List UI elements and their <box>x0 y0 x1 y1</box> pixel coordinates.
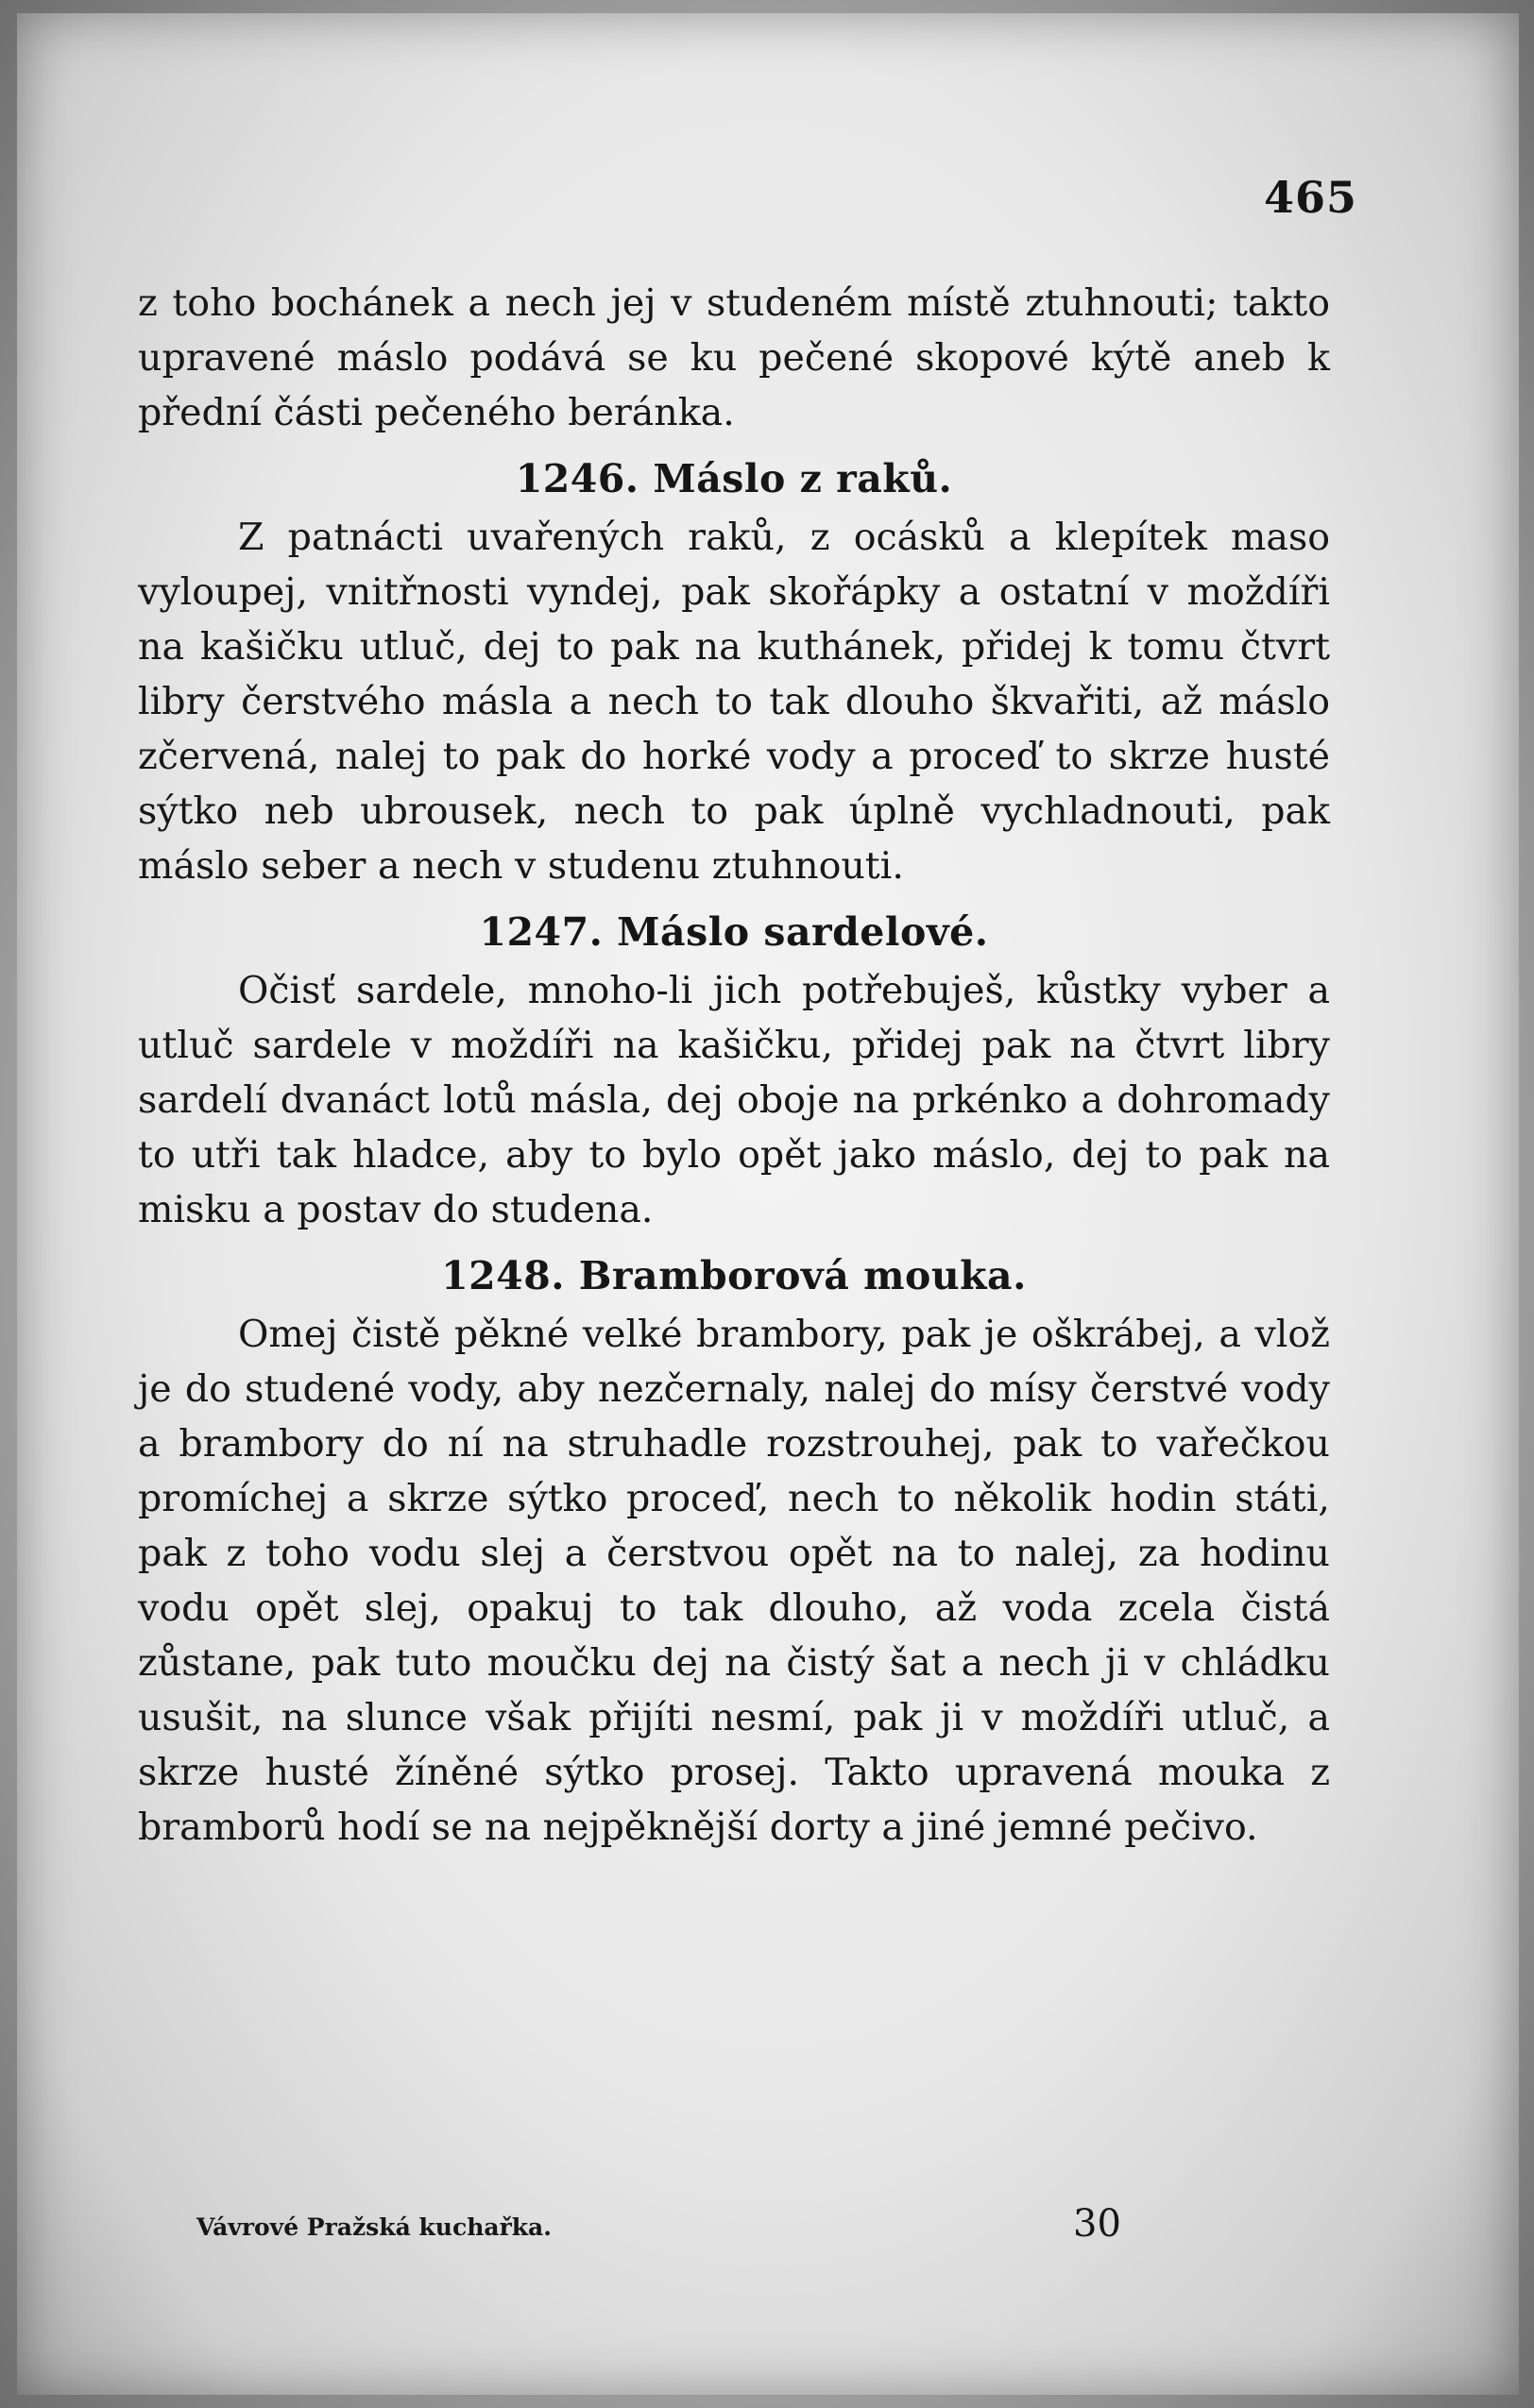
page-footer <box>196 2202 1141 2259</box>
page-text <box>138 276 1330 1855</box>
recipe-heading-1246: 1246. Máslo z raků. <box>515 456 953 501</box>
recipe-heading-1248: 1248. Bramborová mouka. <box>441 1253 1027 1298</box>
recipe-body-1248: Omej čistě pěkné velké brambory, pak je oškrábej, a vlož je do studené vody, aby nezčernaly, nalej do mísy čerstvé vody a brambory do ní na struhadle rozstrouhej, pak to vařečkou promíchej a skrze sýtko proceď, nech to několik hodin státi, pak z toho vodu slej a čerstvou opět na to nalej, za hodinu vodu opět slej, opakuj to tak dlouho, až voda zcela čistá zůstane, pak tuto moučku dej na čistý šat a nech ji v chládku usušit, na slunce však přijíti nesmí, pak ji v moždíři utluč, a skrze husté žíněné sýtko prosej. Takto upravená mouka z bramborů hodí se na nejpěknější dorty a jiné jemné pečivo. <box>138 1313 1330 1849</box>
intro-paragraph: z toho bochánek a nech jej v studeném místě ztuhnouti; takto upravené máslo podává se ku pečené skopové kýtě aneb k přední části pečeného beránka. <box>138 281 1330 434</box>
page-number: 465 <box>1264 172 1358 223</box>
recipe-body-1247: Očisť sardele, mnoho-li jich potřebuješ, kůstky vyber a utluč sardele v moždíři na kašičku, přidej pak na čtvrt libry sardelí dvanáct lotů másla, dej oboje na prkénko a dohromady to utři tak hladce, aby to bylo opět jako máslo, dej to pak na misku a postav do studena. <box>138 969 1330 1231</box>
footer-signature-mark: 30 <box>1073 2202 1121 2246</box>
recipe-body-1246: Z patnácti uvařených raků, z ocásků a klepítek maso vyloupej, vnitřnosti vyndej, pak skořápky a ostatní v moždíři na kašičku utluč, dej to pak na kuthánek, přidej k tomu čtvrt libry čerstvého másla a nech to tak dlouho škvařiti, až máslo zčervená, nalej to pak do horké vody a proceď to skrze husté sýtko neb ubrousek, nech to pak úplně vychladnouti, pak máslo seber a nech v studenu ztuhnouti. <box>138 516 1330 888</box>
book-page <box>17 13 1519 2395</box>
recipe-heading-1247: 1247. Máslo sardelové. <box>479 909 989 955</box>
footer-book-title: Vávrové Pražská kuchařka. <box>196 2213 552 2241</box>
